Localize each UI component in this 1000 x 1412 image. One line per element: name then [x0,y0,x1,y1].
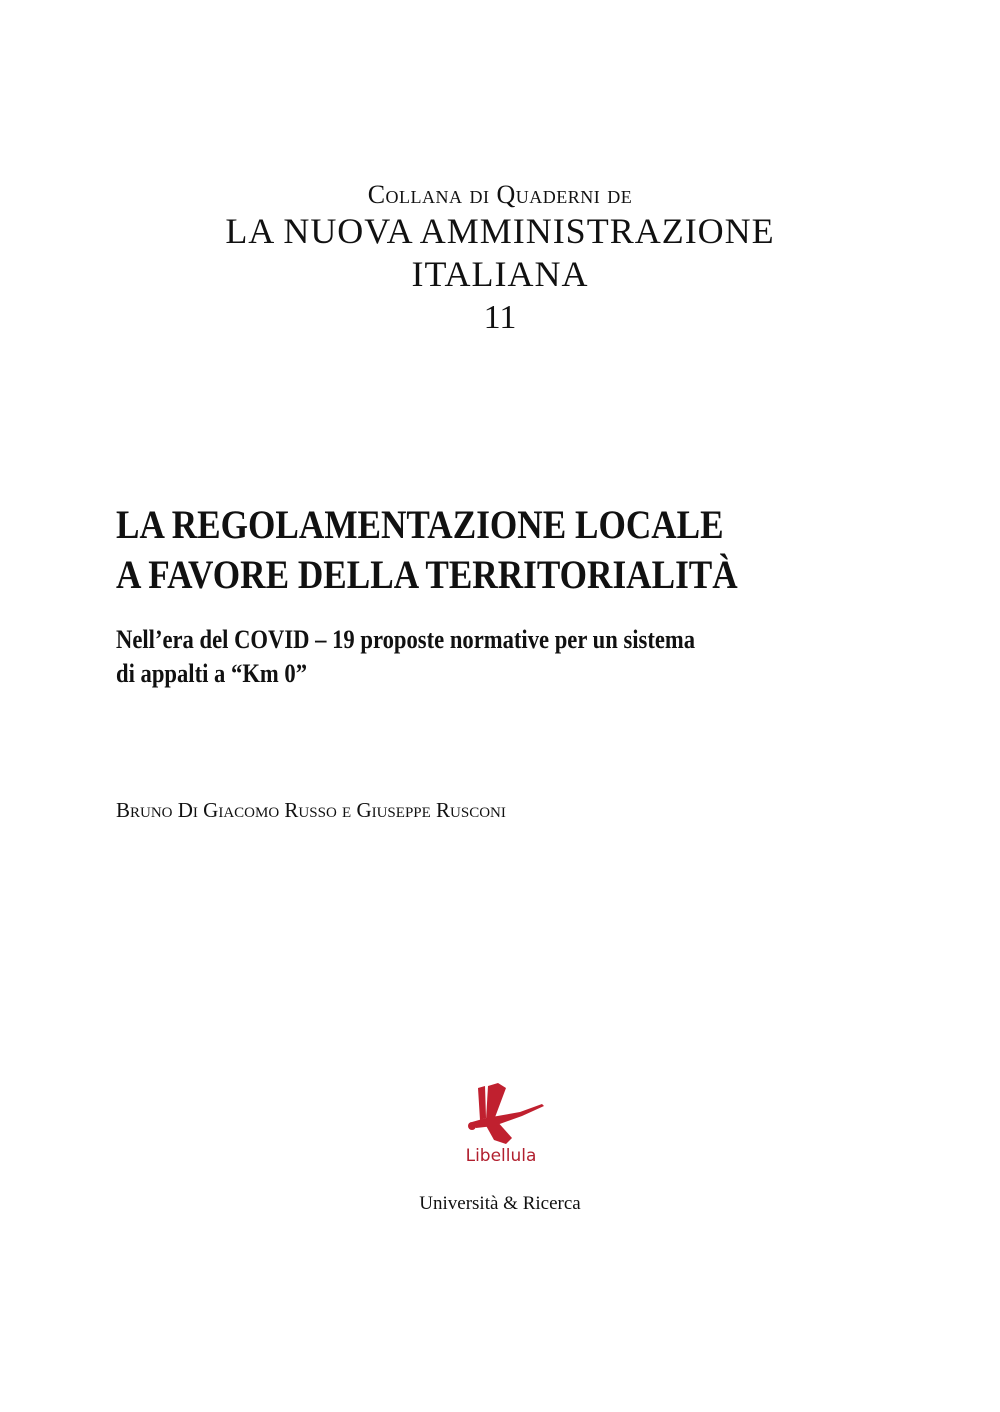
series-number: 11 [483,299,517,336]
publisher-logo [0,1080,1000,1166]
series-title-line-1: LA NUOVA AMMINISTRAZIONE [225,211,775,251]
publisher-name: Libellula [465,1146,537,1166]
authors: Bruno Di Giacomo Russo e Giuseppe Rusconi [116,798,506,822]
dragonfly-logo-icon [450,1080,550,1148]
publisher-imprint: Università & Ricerca [419,1193,581,1214]
book-subtitle [116,623,864,691]
book-subtitle-line-2: di appalti a “Km 0” [116,659,308,688]
book-subtitle-line-1: Nell’era del COVID – 19 proposte normative per un sistema [116,625,696,654]
book-title [116,500,838,600]
book-title-line-1: LA REGOLAMENTAZIONE LOCALE [116,502,724,547]
series-kicker: Collana di Quaderni de [367,180,633,209]
book-title-line-2: A FAVORE DELLA TERRITORIALITÀ [116,552,738,597]
series-title-line-2: ITALIANA [411,254,589,294]
series-header [0,180,1000,340]
